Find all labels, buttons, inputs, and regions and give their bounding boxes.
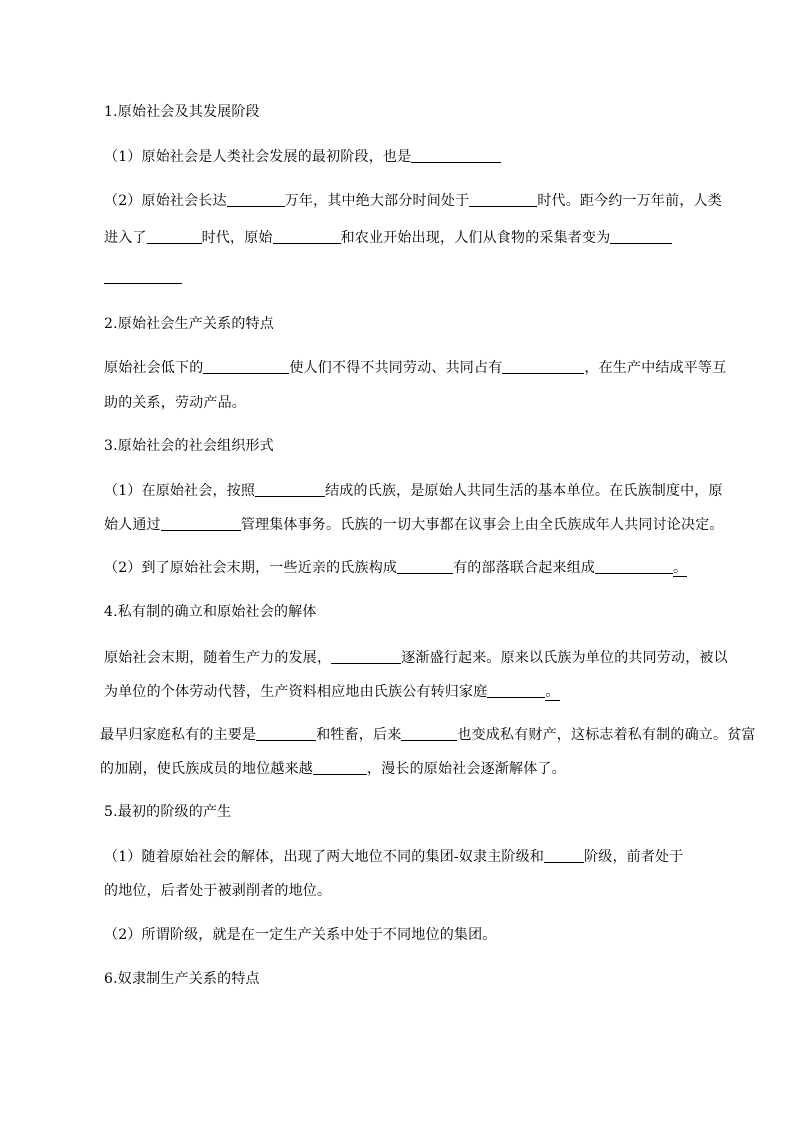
- answer-blank[interactable]: [469, 191, 537, 207]
- section-1-title: 1.原始社会及其发展阶段: [104, 104, 260, 120]
- answer-blank[interactable]: [411, 147, 501, 163]
- answer-blank[interactable]: [256, 725, 316, 741]
- section-2-para-line-2: 助的关系，劳动产品。: [104, 395, 246, 411]
- section-5-item-2: （2）所谓阶级，就是在一定生产关系中处于不同地位的集团。: [104, 927, 497, 943]
- answer-blank[interactable]: [610, 228, 672, 244]
- section-3-item-1-line-2: 始人通过 管理集体事务。氏族的一切大事都在议事会上由全氏族成年人共同讨论决定。: [104, 517, 724, 533]
- answer-blank[interactable]: [331, 648, 401, 664]
- answer-blank[interactable]: [273, 228, 341, 244]
- answer-blank[interactable]: [104, 268, 182, 284]
- answer-blank[interactable]: [397, 558, 453, 574]
- section-4-para-2-line-2: 的加剧，使氏族成员的地位越来越 ，漫长的原始社会逐渐解体了。: [100, 761, 566, 777]
- answer-blank[interactable]: [502, 358, 584, 374]
- answer-blank[interactable]: [227, 191, 285, 207]
- section-4-para-1-line-2: 为单位的个体劳动代替，生产资料相应地由氏族公有转归家庭 。: [104, 684, 560, 700]
- section-3-item-1-line-1: （1）在原始社会，按照 结成的氏族，是原始人共同生活的基本单位。在氏族制度中，原: [104, 483, 723, 499]
- answer-blank[interactable]: [161, 515, 241, 531]
- section-5-item-1-line-2: 的地位，后者处于被剥削者的地位。: [104, 883, 332, 899]
- section-6-title: 6.奴隶制生产关系的特点: [104, 971, 260, 987]
- section-3-title: 3.原始社会的社会组织形式: [104, 438, 274, 454]
- section-1-item-1: （1）原始社会是人类社会发展的最初阶段，也是: [104, 147, 501, 167]
- section-5-item-1-line-1: （1）随着原始社会的解体，出现了两大地位不同的集团-奴隶主阶级和 阶级，前者处于: [104, 849, 684, 865]
- answer-blank[interactable]: [147, 228, 202, 244]
- answer-blank[interactable]: [487, 682, 545, 698]
- section-1-item-2-line-1: （2）原始社会长达 万年，其中绝大部分时间处于 时代。距今约一万年前，人类: [104, 193, 722, 209]
- section-1-item-2-line-3: [104, 268, 182, 288]
- answer-blank[interactable]: [595, 558, 673, 574]
- section-4-para-1-line-1: 原始社会末期，随着生产力的发展， 逐渐盛行起来。原来以氏族为单位的共同劳动，被以: [104, 650, 728, 666]
- section-4-para-2-line-1: 最早归家庭私有的主要是 和牲畜，后来 也变成私有财产，这标志着私有制的确立。贫富: [100, 727, 756, 743]
- section-4-title: 4.私有制的确立和原始社会的解体: [104, 604, 317, 620]
- section-1-item-2-line-2: 进入了 时代，原始 和农业开始出现，人们从食物的采集者变为: [104, 228, 672, 248]
- answer-blank[interactable]: [313, 759, 367, 775]
- section-5-title: 5.最初的阶级的产生: [104, 804, 232, 820]
- section-2-title: 2.原始社会生产关系的特点: [104, 316, 274, 332]
- answer-blank[interactable]: [544, 847, 584, 863]
- section-3-item-2: （2）到了原始社会末期，一些近亲的氏族构成 有的部落联合起来组成 。: [104, 560, 688, 576]
- section-2-para-line-1: 原始社会低下的 使人们不得不共同劳动、共同占有 ，在生产中结成平等互: [104, 360, 727, 376]
- answer-blank[interactable]: [203, 358, 289, 374]
- answer-blank[interactable]: [401, 725, 457, 741]
- answer-blank[interactable]: [255, 481, 325, 497]
